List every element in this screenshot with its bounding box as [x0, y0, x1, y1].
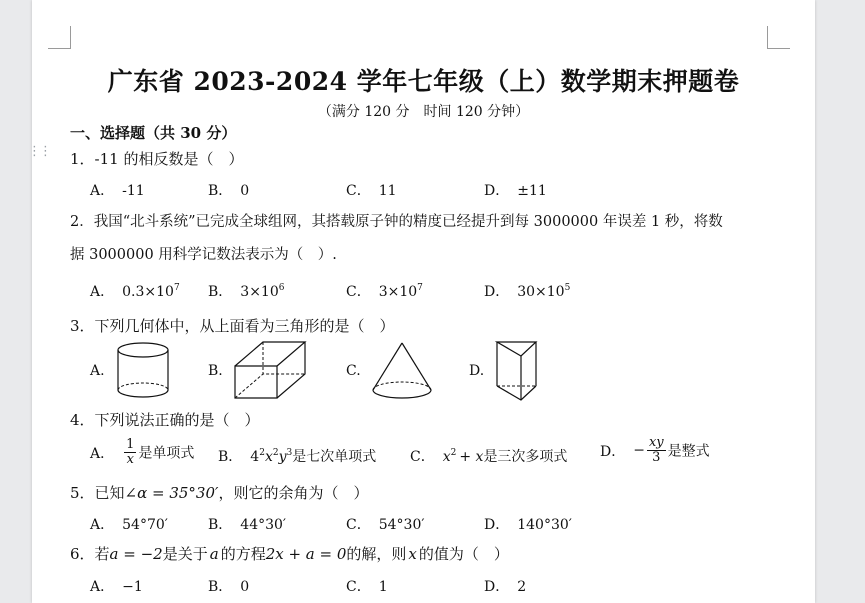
question-5-option-a[interactable]: A． 54°70′ — [90, 517, 168, 533]
question-6-option-c[interactable]: C． 1 — [346, 579, 388, 595]
drag-handle-icon[interactable]: ⋮⋮ — [28, 144, 50, 159]
page-subtitle: （满分 120 分 时间 120 分钟） — [317, 104, 530, 120]
question-3-label-b[interactable]: B. — [208, 363, 223, 379]
question-6-option-a[interactable]: A． −1 — [90, 579, 143, 595]
cone-base-front — [373, 390, 431, 398]
prism-hidden-edges — [235, 374, 305, 398]
cylinder-bottom-back — [118, 383, 168, 390]
question-5-option-b[interactable]: B． 44°30′ — [208, 517, 287, 533]
question-4-option-b[interactable]: B． $4^2x^2y^3$是七次单项式 — [218, 448, 377, 465]
question-2-stem-line-1: 2．我国“北斗系统”已完成全球组网，其搭载原子钟的精度已经提升到每 3000000 年误差 1 秒，将数 — [70, 214, 723, 230]
question-3-label-a[interactable]: A. — [90, 363, 105, 379]
cylinder-top-ellipse — [118, 343, 168, 357]
question-3-label-d[interactable]: D. — [469, 363, 485, 379]
prism-top-face — [235, 342, 305, 366]
question-4-option-d[interactable]: D． − $\frac{xy}{3}$ 是整式 — [600, 435, 710, 465]
question-4-option-c[interactable]: C． $x^2 + x$是三次多项式 — [410, 448, 568, 465]
question-1-option-c[interactable]: C． 11 — [346, 183, 397, 199]
question-2-option-c[interactable]: C． $3\times 10^7$ — [346, 283, 423, 300]
section-heading: 一、选择题（共 30 分） — [70, 124, 237, 142]
question-4-stem: 4．下列说法正确的是（ ） — [70, 411, 260, 429]
question-2-option-b[interactable]: B． $3\times 10^6$ — [208, 283, 285, 300]
question-1-option-d[interactable]: D． ±11 — [484, 183, 547, 199]
question-5-option-d[interactable]: D． 140°30′ — [484, 517, 572, 533]
question-1-option-a[interactable]: A． -11 — [90, 183, 145, 199]
question-3-stem: 3．下列几何体中，从上面看为三角形的是（ ） — [70, 317, 395, 335]
triangular-prism-figure — [494, 338, 540, 402]
question-2-option-d[interactable]: D． $30\times 10^5$ — [484, 283, 571, 300]
question-2-option-a[interactable]: A． $0.3\times 10^7$ — [90, 283, 180, 300]
triangular-prism-bottom-front — [497, 386, 536, 400]
question-1-stem: 1．-11 的相反数是（ ） — [70, 150, 244, 168]
document-page — [28, 0, 815, 603]
page-corner-mark-top-right — [767, 26, 790, 49]
cone-base-back — [373, 382, 431, 390]
question-6-option-d[interactable]: D． 2 — [484, 579, 527, 595]
rectangular-prism-figure — [232, 338, 310, 402]
triangular-prism-top — [497, 342, 536, 356]
page-title: 广东省 2023-2024 学年七年级（上）数学期末押题卷 — [107, 67, 740, 96]
question-4-option-a[interactable]: A． $\frac{1}{x}$ 是单项式 — [90, 437, 195, 467]
question-5-option-c[interactable]: C． 54°30′ — [346, 517, 425, 533]
question-5-stem: 5．已知∠α = 35°30′，则它的余角为（ ） — [70, 484, 369, 502]
prism-side-face — [277, 342, 305, 398]
cylinder-figure — [114, 340, 172, 402]
question-3-label-c[interactable]: C. — [346, 363, 361, 379]
question-2-stem-line-2: 据 3000000 用科学记数法表示为（ ）. — [70, 247, 337, 263]
question-6-option-b[interactable]: B． 0 — [208, 579, 250, 595]
question-6-stem: 6．若a = −2是关于 a 的方程2x + a = 0的解，则 x 的值为（ ） — [70, 545, 509, 563]
cylinder-bottom-front — [118, 390, 168, 397]
page-corner-mark-top-left — [48, 26, 71, 49]
question-1-option-b[interactable]: B． 0 — [208, 183, 250, 199]
cone-figure — [370, 340, 434, 402]
